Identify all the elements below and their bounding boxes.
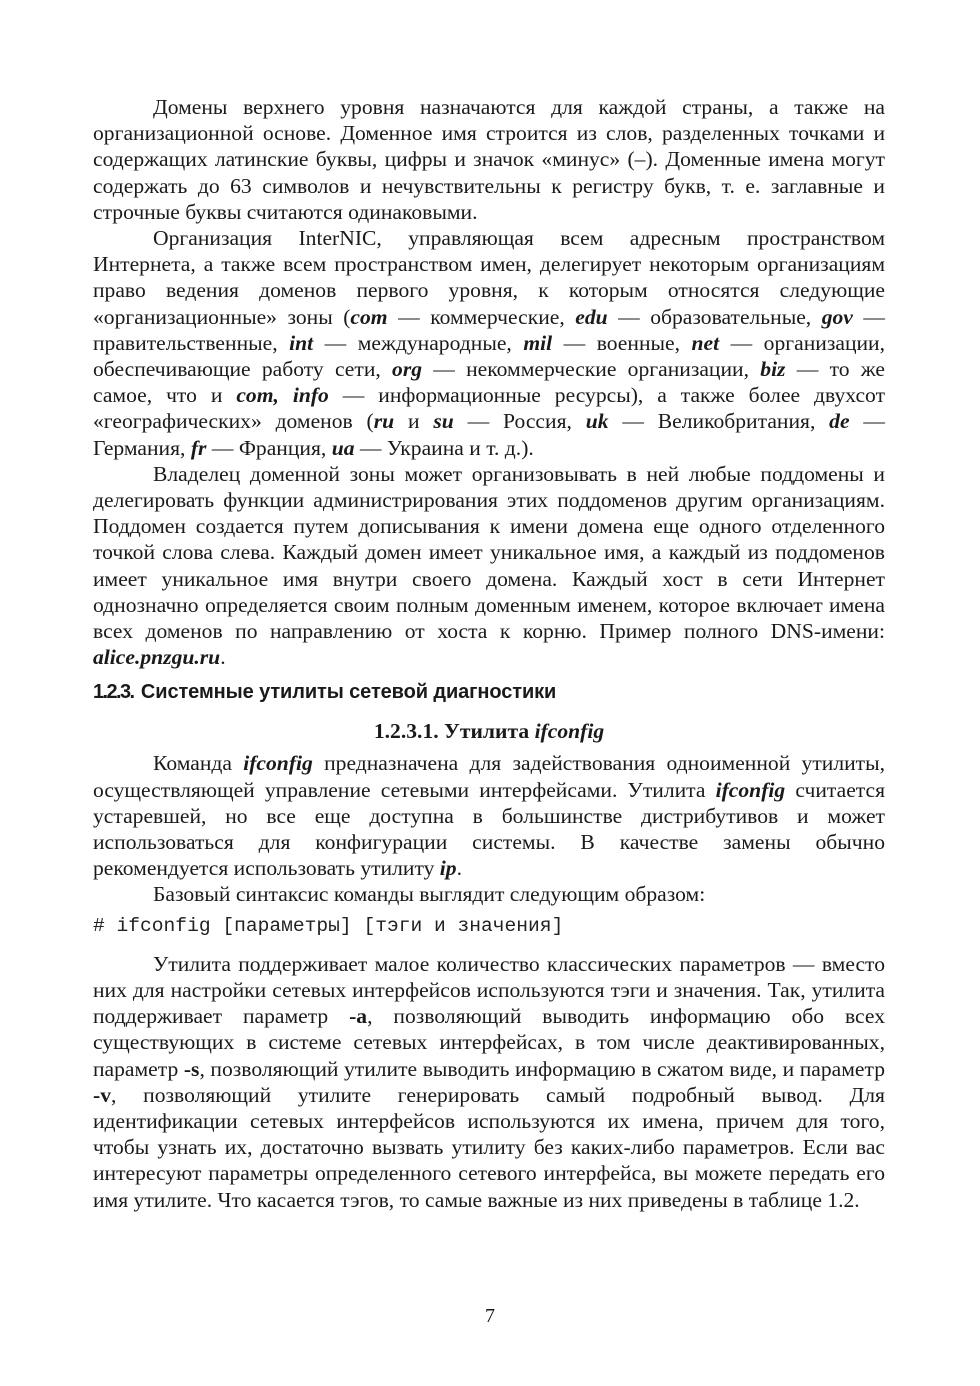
domain-ru: ru <box>373 409 395 434</box>
domain-org: org <box>392 357 423 382</box>
dns-name-example: alice.pnzgu.ru <box>93 645 221 670</box>
section-title: Системные утилиты сетевой диагностики <box>140 681 557 704</box>
text-run: — Великобритания, <box>608 409 830 434</box>
option-a: -a <box>349 1004 368 1029</box>
text-run: , позволяющий утилите генерировать самый подробный вывод. Для идентификации сетевых интерфейсов используются их имена, причем для того, чтобы узнать их, достаточно вызвать утилиту без каких-либо параметров. Если вас интересуют параметры определенного сетевого интерфейса, вы можете передать его имя утилите. Что касается тэгов, то самые важные из них приведены в таблице 1.2. <box>93 1082 885 1212</box>
text-run: — некоммерческие организации, <box>422 357 761 382</box>
domain-com-info: com, info <box>236 383 329 408</box>
paragraph-syntax-intro: Базовый синтаксис команды выглядит следующим образом: <box>153 882 706 907</box>
page-number: 7 <box>485 1305 495 1327</box>
text-run: — Украина и т. д.). <box>354 435 534 460</box>
domain-ua: ua <box>331 435 355 460</box>
text-run: — информационные ресурсы), а также более двухсот «географических» доменов ( <box>93 383 886 434</box>
domain-com: com <box>350 304 388 329</box>
paragraph-top-level-domains: Домены верхнего уровня назначаются для каждой страны, а также на организационной основе. Доменное имя строится из слов, разделенных точками и содержащих латинские буквы, цифры и значок «минус» (–). Доменные имена могут содержать до 63 символов и нечувствительны к регистру букв, т. е. заглавные и строчные буквы считаются одинаковыми. <box>93 95 885 224</box>
paragraph-internic <box>93 225 885 461</box>
code-syntax-line: # ifconfig [параметры] [тэги и значения] <box>93 914 564 937</box>
domain-uk: uk <box>585 409 609 434</box>
text-run: — Россия, <box>453 409 586 434</box>
text-run: и <box>394 409 434 434</box>
domain-edu: edu <box>575 304 608 329</box>
text-run: Утилита поддерживает малое количество классических параметров — вместо них для настройки сетевых интерфейсов используются тэги и значения. Так, утилита поддерживает параметр <box>93 951 885 1029</box>
text-run: — правительственные, <box>93 304 885 355</box>
text-run: — Франция, <box>206 435 332 460</box>
text-run: — коммерческие, <box>387 304 576 329</box>
domain-su: su <box>433 409 454 434</box>
section-number: 1.2.3. <box>93 681 134 704</box>
paragraph-ifconfig-intro <box>93 750 885 881</box>
domain-gov: gov <box>821 304 853 329</box>
domain-de: de <box>829 409 850 434</box>
paragraph-ifconfig-options <box>93 951 885 1213</box>
domain-fr: fr <box>190 435 207 460</box>
text-run: . <box>220 645 226 670</box>
paragraph-subdomains <box>93 461 885 671</box>
text-run: — военные, <box>552 330 692 355</box>
domain-mil: mil <box>523 330 553 355</box>
text-run: , позволяющий утилите выводить информацию в сжатом виде, и параметр <box>199 1056 886 1081</box>
domain-biz: biz <box>760 357 786 382</box>
domain-net: net <box>691 330 720 355</box>
text-run: предназначена для задействования одноименной утилиты, осуществляющей управление сетевыми интерфейсами. Утилита <box>93 751 885 802</box>
option-s: -s <box>183 1056 200 1081</box>
text-run: считается устаревшей, но все еще доступна в большинстве дистрибутивов и может использоваться для конфигурации системы. В качестве замены обычно рекомендуется использовать утилиту <box>93 777 885 881</box>
text-run: . <box>456 856 462 881</box>
text-run: Организация InterNIC, управляющая всем адресным пространством Интернета, а также всем пространством имен, делегирует некоторым организациям право ведения доменов первого уровня, к которым относятся следующие «организационные» зоны ( <box>93 226 885 329</box>
command-ip: ip <box>439 856 457 881</box>
text-run: — Германия, <box>93 409 885 460</box>
text-run: — организации, обеспечивающие работу сети, <box>93 330 886 382</box>
subsection-utility-name: ifconfig <box>534 719 605 744</box>
subsection-prefix: 1.2.3.1. Утилита <box>373 719 535 744</box>
option-v: -v <box>93 1082 111 1107</box>
text-run: Владелец доменной зоны может организовывать в ней любые поддомены и делегировать функции администрирования этих поддоменов другим организациям. Поддомен создается путем дописывания к имени домена еще одного отделенного точкой слова слева. Каждый домен имеет уникальное имя, а каждый из поддоменов имеет уникальное имя внутри своего домена. Каждый хост в сети Интернет однозначно определяется своим полным доменным именем, которое включает имена всех доменов по направлению от хоста к корню. Пример полного DNS-имени: <box>93 461 885 644</box>
command-ifconfig: ifconfig <box>243 751 313 776</box>
text-run: — образовательные, <box>607 304 822 329</box>
section-heading <box>93 680 885 704</box>
text-run: Команда <box>153 751 244 776</box>
subsection-heading <box>93 718 885 744</box>
text-run: , позволяющий выводить информацию обо всех существующих в системе сетевых интерфейсах, в том числе деактивированных, параметр <box>93 1004 885 1081</box>
document-page <box>93 94 885 1213</box>
command-ifconfig: ifconfig <box>715 777 786 802</box>
text-run: — то же самое, что и <box>93 357 885 408</box>
text-run: — международные, <box>313 330 524 355</box>
domain-int: int <box>289 330 314 355</box>
